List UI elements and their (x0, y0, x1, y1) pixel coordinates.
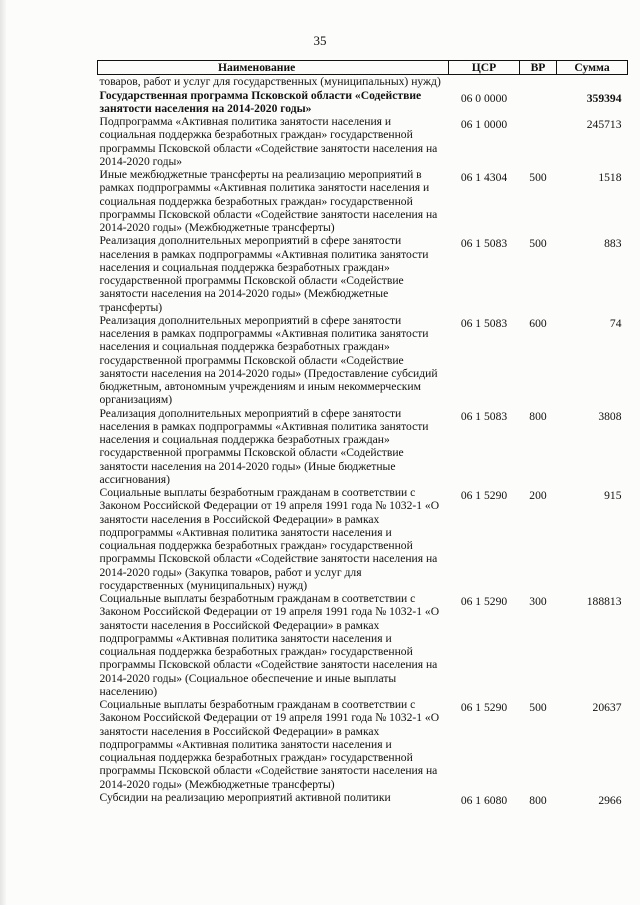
header-vr: ВР (520, 61, 557, 75)
row-csr: 06 1 0000 (460, 118, 508, 131)
page-number: 35 (313, 33, 327, 48)
row-name: Реализация дополнительных мероприятий в сфере занятости населения в рамках подпрограммы «Активная политика занятости населения и социальная поддержка безработных граждан» государственной программы Псковской области «Содействие занятости населения на 2014-2020 годы» (Межбюджетные трансферты) (99, 234, 429, 314)
row-csr: 06 1 5290 (460, 489, 508, 502)
table-row (98, 592, 628, 698)
table-row (98, 407, 628, 487)
row-name: Государственная программа Псковской области «Содействие занятости населения на 2014-2020 годы» (99, 88, 422, 115)
row-sum: 915 (604, 489, 622, 502)
row-csr: 06 0 0000 (460, 91, 508, 105)
budget-table (97, 60, 628, 807)
row-name: Реализация дополнительных мероприятий в сфере занятости населения в рамках подпрограммы «Активная политика занятости населения и социальная поддержка безработных граждан» государственной программы Псковской области «Содействие занятости населения на 2014-2020 годы» (Иные бюджетные ассигнования) (99, 406, 429, 486)
row-name: Субсидии на реализацию мероприятий активной политики (99, 790, 391, 804)
row-vr: 300 (529, 595, 547, 608)
row-vr (520, 89, 557, 116)
row-vr: 500 (529, 701, 547, 714)
row-sum: 3808 (598, 409, 622, 423)
row-sum: 188813 (586, 595, 622, 608)
row-vr: 500 (529, 171, 547, 184)
scan-edge-shadow (0, 0, 6, 905)
row-name: Социальные выплаты безработным гражданам в соответствии с Законом Российской Федерации от 19 апреля 1991 года № 1032-1 «О занятости населения в Российской Федерации» в рамках подпрограммы «Активная политика занятости населения и социальная поддержка безработных граждан» государственной программы Псковской области «Содействие занятости населения на 2014-2020 годы» (Межбюджетные трансферты) (99, 698, 440, 791)
row-sum: 20637 (592, 701, 622, 714)
table-row (98, 698, 628, 791)
header-csr: ЦСР (449, 61, 520, 75)
row-csr: 06 1 6080 (460, 793, 508, 807)
row-vr: 600 (529, 316, 547, 330)
row-name: Социальные выплаты безработным гражданам в соответствии с Законом Российской Федерации от 19 апреля 1991 года № 1032-1 «О занятости населения в Российской Федерации» в рамках подпрограммы «Активная политика занятости населения и социальная поддержка безработных граждан» государственной программы Псковской области «Содействие занятости населения на 2014-2020 годы» (Социальное обеспечение и иные выплаты населению) (99, 592, 440, 698)
table-row (98, 115, 628, 168)
row-sum: 74 (609, 316, 622, 330)
row-csr: 06 1 5083 (460, 409, 508, 423)
row-csr: 06 1 5083 (460, 237, 508, 251)
row-vr: 800 (529, 409, 547, 423)
row-name: товаров, работ и услуг для государственных (муниципальных) нужд) (99, 75, 441, 89)
row-csr (449, 75, 520, 89)
table-body (98, 75, 628, 807)
table-row (98, 168, 628, 234)
row-vr: 800 (529, 793, 547, 807)
table-row (98, 89, 628, 116)
row-sum: 1518 (598, 171, 622, 184)
row-vr: 200 (529, 489, 547, 502)
row-name: Социальные выплаты безработным гражданам в соответствии с Законом Российской Федерации от 19 апреля 1991 года № 1032-1 «О занятости населения в Российской Федерации» в рамках подпрограммы «Активная политика занятости населения и социальная поддержка безработных граждан» государственной программы Псковской области «Содействие занятости населения на 2014-2020 годы» (Закупка товаров, работ и услуг для государственных (муниципальных) нужд) (99, 486, 440, 592)
row-csr: 06 1 5290 (460, 701, 508, 714)
row-vr: 500 (529, 237, 547, 251)
row-name: Реализация дополнительных мероприятий в сфере занятости населения в рамках подпрограммы «Активная политика занятости населения и социальная поддержка безработных граждан» государственной программы Псковской области «Содействие занятости населения на 2014-2020 годы» (Предоставление субсидий бюджетным, автономным учреждениям и иным некоммерческим организациям) (99, 313, 438, 407)
row-vr (520, 75, 557, 89)
row-sum: 2966 (598, 793, 622, 807)
table-row (98, 75, 628, 89)
row-vr (520, 115, 557, 168)
row-name: Подпрограмма «Активная политика занятости населения и социальная поддержка безработных граждан» государственной программы Псковской области «Содействие занятости населения на 2014-2020 годы» (99, 115, 438, 168)
row-csr: 06 1 5083 (460, 316, 508, 330)
header-sum: Сумма (557, 61, 628, 75)
table-row (98, 486, 628, 592)
row-sum: 245713 (586, 118, 622, 131)
row-csr: 06 1 4304 (460, 171, 508, 184)
row-csr: 06 1 5290 (460, 595, 508, 608)
header-name: Наименование (98, 61, 449, 75)
table-row (98, 791, 628, 807)
row-sum: 883 (604, 237, 622, 251)
table-row (98, 234, 628, 314)
header-row (98, 61, 628, 75)
row-sum: 359394 (586, 91, 622, 105)
row-name: Иные межбюджетные трансферты на реализацию мероприятий в рамках подпрограммы «Активная политика занятости населения и социальная поддержка безработных граждан» государственной программы Псковской области «Содействие занятости населения на 2014-2020 годы» (Межбюджетные трансферты) (99, 168, 438, 234)
table-row (98, 314, 628, 407)
budget-document (97, 60, 627, 905)
row-sum (557, 75, 628, 89)
table-header (98, 61, 628, 75)
